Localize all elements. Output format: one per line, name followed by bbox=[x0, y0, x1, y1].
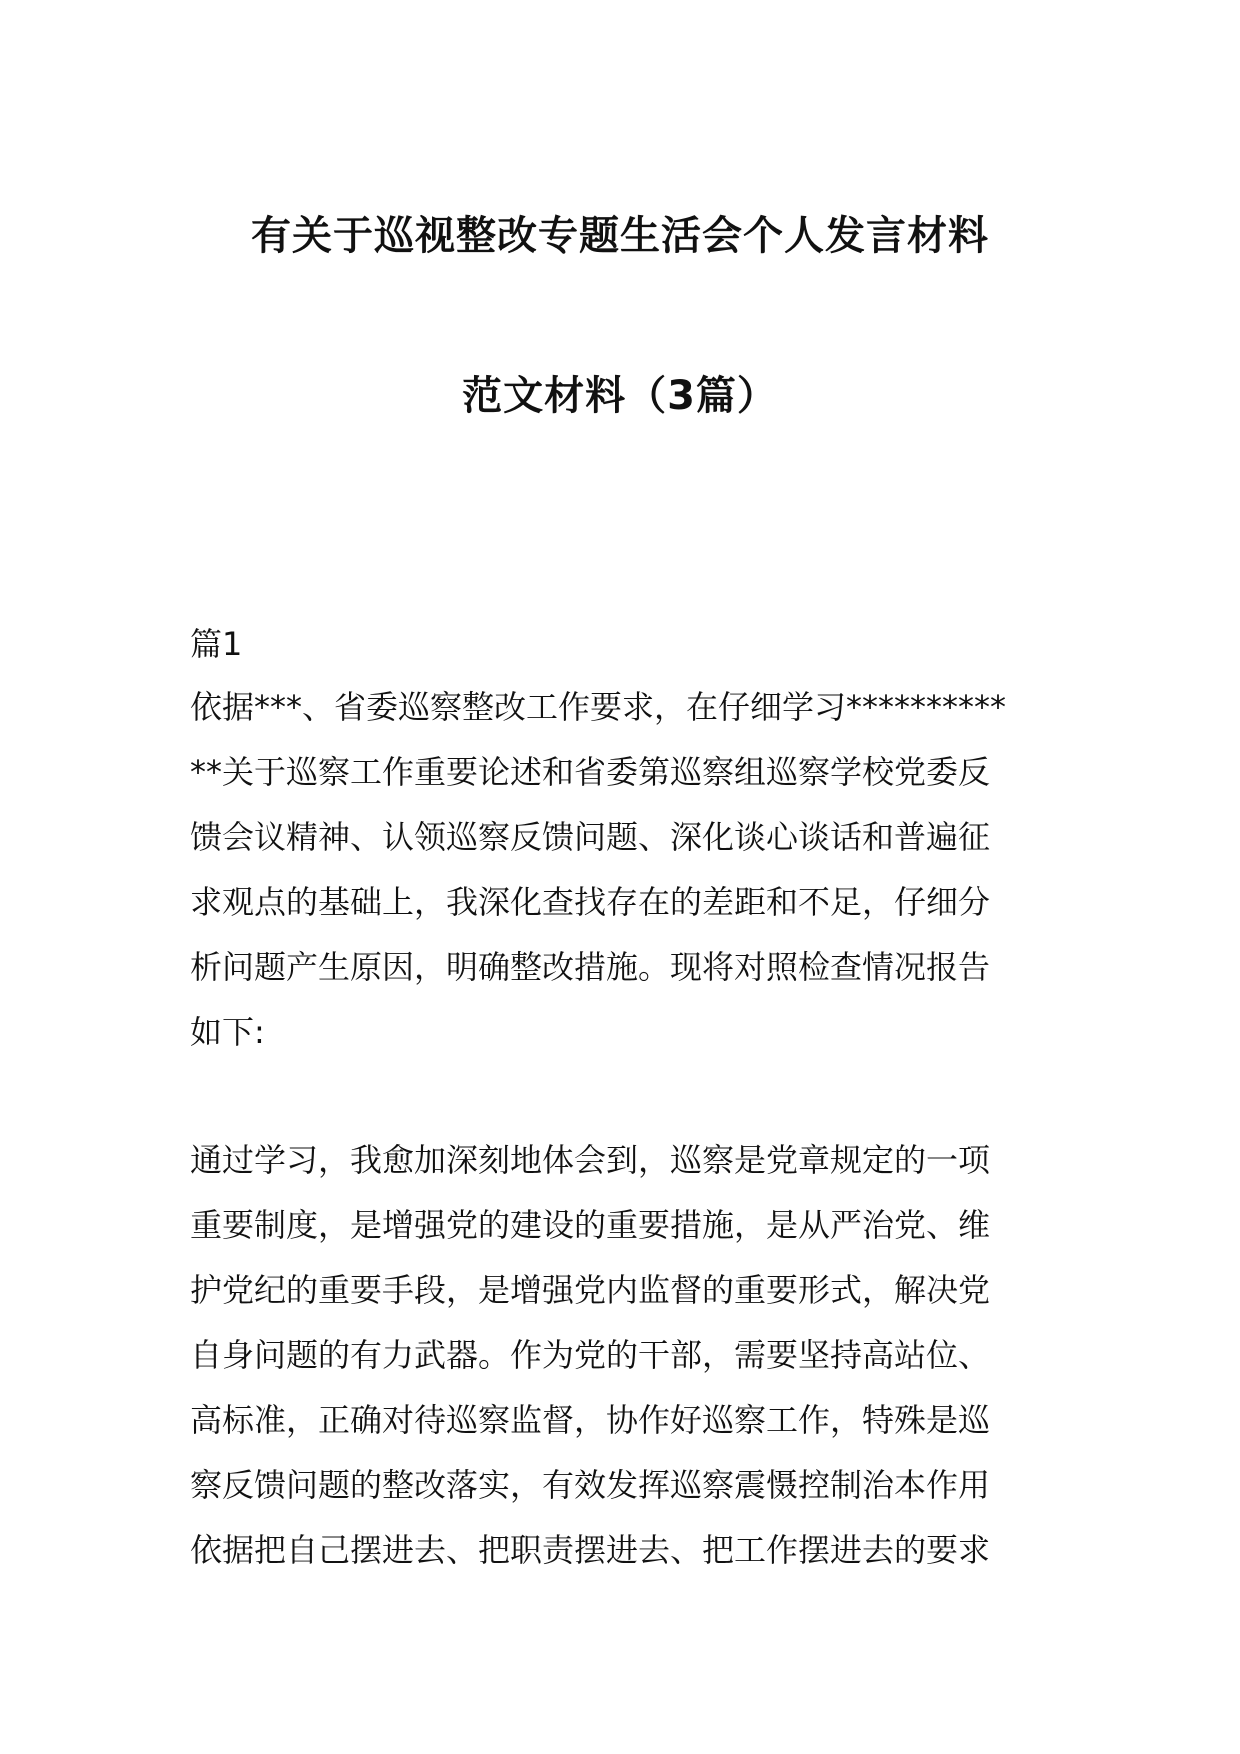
paragraph-1-line: 馈会议精神、认领巡察反馈问题、深化谈心谈话和普遍征 bbox=[190, 818, 991, 856]
paragraph-1-line: 如下: bbox=[190, 1013, 265, 1051]
paragraph-1-line: 析问题产生原因，明确整改措施。现将对照检查情况报告 bbox=[190, 948, 991, 986]
document-title-line-1: 有关于巡视整改专题生活会个人发言材料 bbox=[251, 213, 989, 259]
paragraph-2-line: 自身问题的有力武器。作为党的干部，需要坚持高站位、 bbox=[190, 1336, 991, 1374]
paragraph-2-line: 护党纪的重要手段，是增强党内监督的重要形式，解决党 bbox=[190, 1271, 991, 1309]
paragraph-1-line: 求观点的基础上，我深化查找存在的差距和不足，仔细分 bbox=[190, 883, 991, 921]
paragraph-2-line: 高标准，正确对待巡察监督，协作好巡察工作，特殊是巡 bbox=[190, 1401, 991, 1439]
paragraph-2-line: 察反馈问题的整改落实，有效发挥巡察震慑控制治本作用 bbox=[190, 1466, 991, 1504]
document-title-line-2: 范文材料（3篇） bbox=[462, 373, 778, 419]
paragraph-2-line: 重要制度，是增强党的建设的重要措施，是从严治党、维 bbox=[190, 1206, 991, 1244]
section-label: 篇1 bbox=[190, 625, 243, 663]
paragraph-1-line: **关于巡察工作重要论述和省委第巡察组巡察学校党委反 bbox=[190, 753, 991, 791]
paragraph-1 bbox=[190, 675, 1060, 1065]
paragraph-1-line: 依据***、省委巡察整改工作要求，在仔细学习********** bbox=[190, 688, 1007, 726]
paragraph-2 bbox=[190, 1128, 1060, 1583]
paragraph-2-line: 依据把自己摆进去、把职责摆进去、把工作摆进去的要求 bbox=[190, 1531, 991, 1569]
paragraph-2-line: 通过学习，我愈加深刻地体会到，巡察是党章规定的一项 bbox=[190, 1141, 991, 1179]
